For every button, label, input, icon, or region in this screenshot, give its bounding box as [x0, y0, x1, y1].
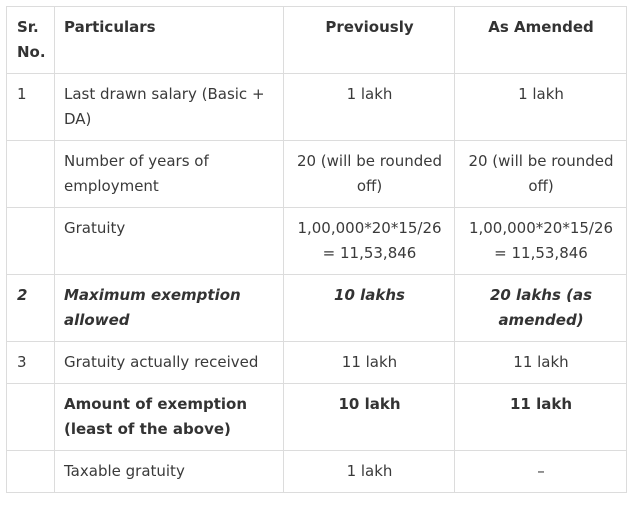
cell-sr: 3 — [7, 342, 55, 384]
cell-amended: 20 (will be rounded off) — [455, 141, 627, 208]
cell-particulars: Number of years of employment — [55, 141, 284, 208]
cell-sr — [7, 384, 55, 451]
cell-sr — [7, 451, 55, 493]
cell-sr — [7, 208, 55, 275]
cell-sr: 2 — [7, 275, 55, 342]
cell-amended: 1 lakh — [455, 74, 627, 141]
table-row — [7, 342, 627, 384]
header-as-amended: As Amended — [455, 7, 627, 74]
table-row — [7, 275, 627, 342]
table-row — [7, 141, 627, 208]
cell-amended: 1,00,000*20*15/26 = 11,53,846 — [455, 208, 627, 275]
cell-particulars: Taxable gratuity — [55, 451, 284, 493]
cell-previously: 10 lakh — [284, 384, 455, 451]
cell-particulars: Last drawn salary (Basic + DA) — [55, 74, 284, 141]
cell-amended: 20 lakhs (as amended) — [455, 275, 627, 342]
cell-particulars: Gratuity actually received — [55, 342, 284, 384]
gratuity-exemption-table — [6, 6, 627, 493]
cell-previously: 20 (will be rounded off) — [284, 141, 455, 208]
table-row — [7, 451, 627, 493]
header-sr-no: Sr. No. — [7, 7, 55, 74]
table-row — [7, 74, 627, 141]
cell-sr — [7, 141, 55, 208]
cell-previously: 11 lakh — [284, 342, 455, 384]
header-previously: Previously — [284, 7, 455, 74]
cell-previously: 1 lakh — [284, 74, 455, 141]
table-header-row — [7, 7, 627, 74]
cell-previously: 1,00,000*20*15/26 = 11,53,846 — [284, 208, 455, 275]
gratuity-table-container — [6, 6, 627, 493]
cell-previously: 1 lakh — [284, 451, 455, 493]
table-row — [7, 208, 627, 275]
cell-amended: 11 lakh — [455, 342, 627, 384]
header-particulars: Particulars — [55, 7, 284, 74]
table-row — [7, 384, 627, 451]
cell-amended: – — [455, 451, 627, 493]
cell-particulars: Maximum exemption allowed — [55, 275, 284, 342]
cell-particulars: Amount of exemption (least of the above) — [55, 384, 284, 451]
cell-amended: 11 lakh — [455, 384, 627, 451]
cell-previously: 10 lakhs — [284, 275, 455, 342]
cell-particulars: Gratuity — [55, 208, 284, 275]
cell-sr: 1 — [7, 74, 55, 141]
